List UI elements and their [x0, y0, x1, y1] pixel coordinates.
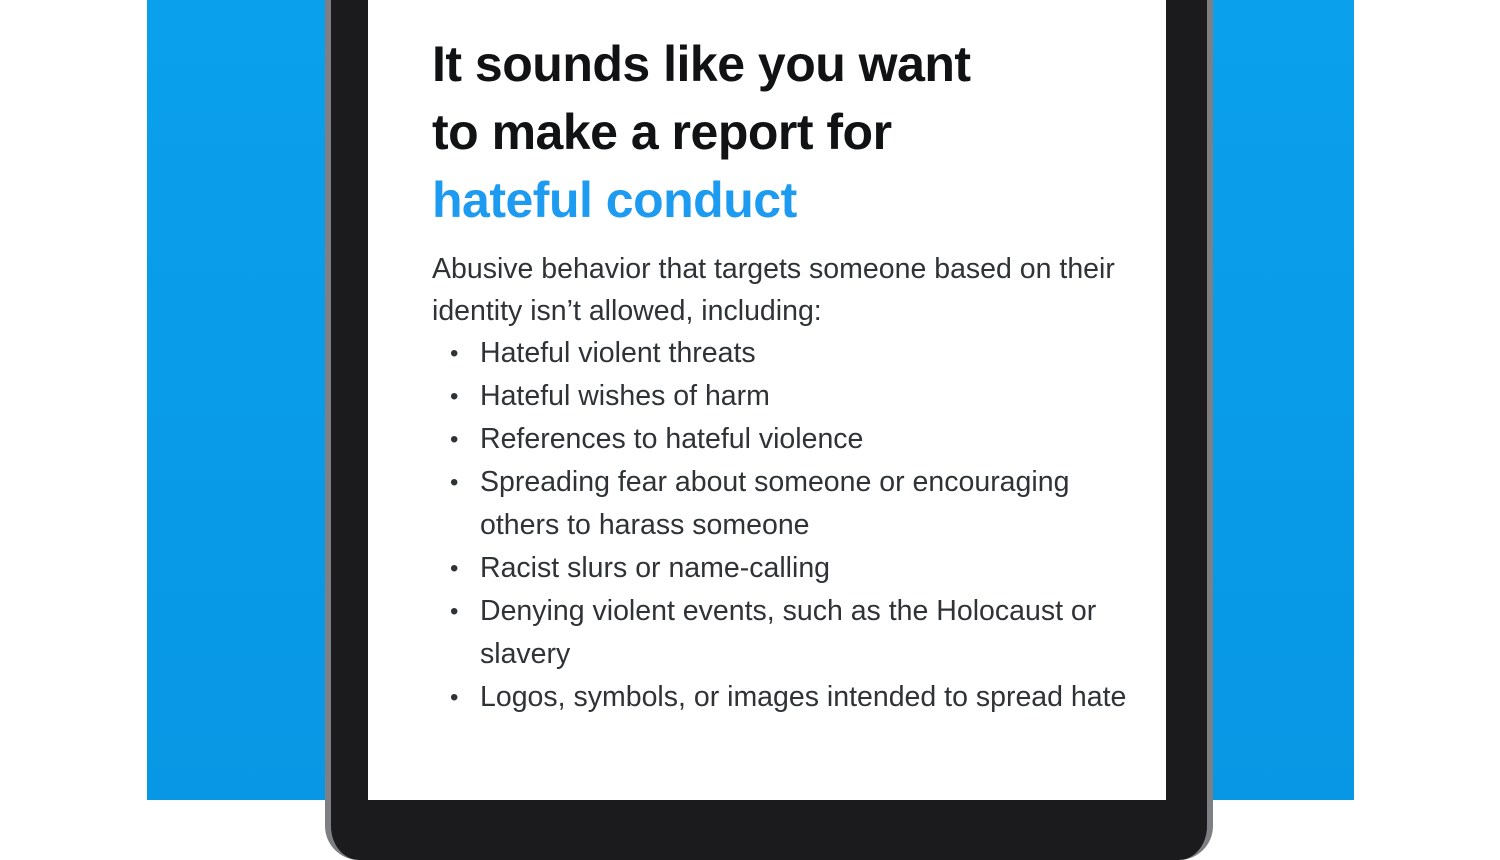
bullet-icon: •: [450, 555, 459, 582]
rule-item-text: Hateful wishes of harm: [480, 380, 770, 412]
rule-item-text: Hateful violent threats: [480, 337, 756, 369]
rule-item-text: Logos, symbols, or images intended to spread hate: [480, 681, 1127, 713]
rule-item-text: Spreading fear about someone or encouraging others to harass someone: [480, 466, 1070, 541]
rule-item-text: References to hateful violence: [480, 423, 864, 455]
rule-item: [432, 590, 1132, 676]
rule-item: [432, 547, 1132, 590]
rule-item: [432, 332, 1132, 375]
bullet-icon: •: [450, 684, 459, 711]
bullet-icon: •: [450, 383, 459, 410]
heading-line-2: to make a report for: [432, 104, 892, 160]
report-heading: [432, 30, 1132, 234]
rule-item: [432, 375, 1132, 418]
phone-screen: [368, 0, 1166, 800]
rule-item-text: Racist slurs or name-calling: [480, 552, 831, 584]
rule-list: [432, 332, 1132, 719]
rule-item: [432, 461, 1132, 547]
rule-item: [432, 418, 1132, 461]
rule-item: [432, 676, 1132, 719]
heading-highlight: hateful conduct: [432, 172, 797, 228]
heading-line-1: It sounds like you want: [432, 36, 971, 92]
intro-text: Abusive behavior that targets someone based on their identity isn’t allowed, including:: [432, 253, 1115, 327]
bullet-icon: •: [450, 426, 459, 453]
bullet-icon: •: [450, 340, 459, 367]
bullet-icon: •: [450, 598, 459, 625]
report-content: [432, 30, 1132, 719]
rule-item-text: Denying violent events, such as the Holocaust or slavery: [480, 595, 1097, 670]
bullet-icon: •: [450, 469, 459, 496]
